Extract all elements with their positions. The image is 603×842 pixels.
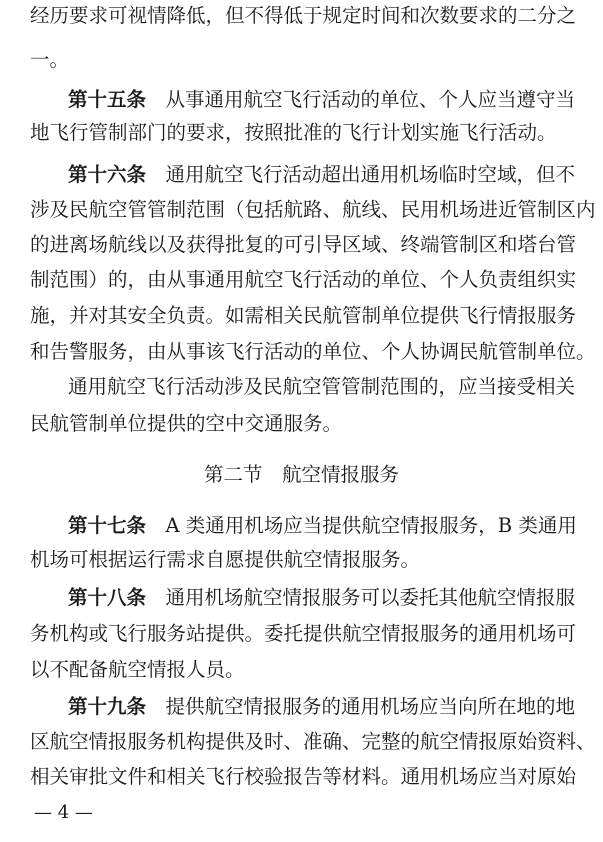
text-line: 民航管制单位提供的空中交通服务。 (30, 412, 343, 435)
article-15-line: 第十五条 从事通用航空飞行活动的单位、个人应当遵守当 (68, 88, 576, 111)
text-line: 和告警服务，由从事该飞行活动的单位、个人协调民航管制单位。 (30, 340, 596, 363)
text-line: 的进离场航线以及获得批复的可引导区域、终端管制区和塔台管 (30, 233, 577, 256)
text-line: 经历要求可视情降低，但不得低于规定时间和次数要求的二分之 (30, 4, 577, 27)
text-line: 务机构或飞行服务站提供。委托提供航空情报服务的通用机场可 (30, 622, 577, 645)
text-line: 一。 (30, 48, 70, 71)
article-number: 第十九条 (68, 695, 147, 718)
text-line: 以不配备航空情报人员。 (30, 658, 245, 681)
article-18-line: 第十八条 通用机场航空情报服务可以委托其他航空情报服 (68, 586, 576, 609)
text-line: 涉及民航空管管制范围（包括航路、航线、民用机场进近管制区内 (30, 198, 596, 221)
article-17-line: 第十七条 A 类通用机场应当提供航空情报服务，B 类通用 (68, 514, 577, 537)
article-number: 第十五条 (68, 88, 147, 111)
article-number: 第十七条 (68, 514, 147, 537)
page-number: — 4 — (34, 802, 93, 823)
text-line: 相关审批文件和相关飞行校验报告等材料。通用机场应当对原始 (30, 765, 577, 788)
section-heading: 第二节 航空情报服务 (203, 463, 399, 486)
text-line: 机场可根据运行需求自愿提供航空情报服务。 (30, 548, 421, 571)
text-line: 区航空情报服务机构提供及时、准确、完整的航空情报原始资料、 (30, 730, 596, 753)
article-19-line: 第十九条 提供航空情报服务的通用机场应当向所在地的地 (68, 695, 576, 718)
text-line: 通用航空飞行活动涉及民航空管管制范围的，应当接受相关 (68, 375, 576, 398)
article-number: 第十八条 (68, 586, 147, 609)
article-number: 第十六条 (68, 163, 147, 186)
article-16-line: 第十六条 通用航空飞行活动超出通用机场临时空域，但不 (68, 163, 576, 186)
text-line: 施，并对其安全负责。如需相关民航管制单位提供飞行情报服务 (30, 304, 577, 327)
text-line: 地飞行管制部门的要求，按照批准的飞行计划实施飞行活动。 (30, 121, 557, 144)
text-line: 制范围）的，由从事通用航空飞行活动的单位、个人负责组织实 (30, 268, 577, 291)
